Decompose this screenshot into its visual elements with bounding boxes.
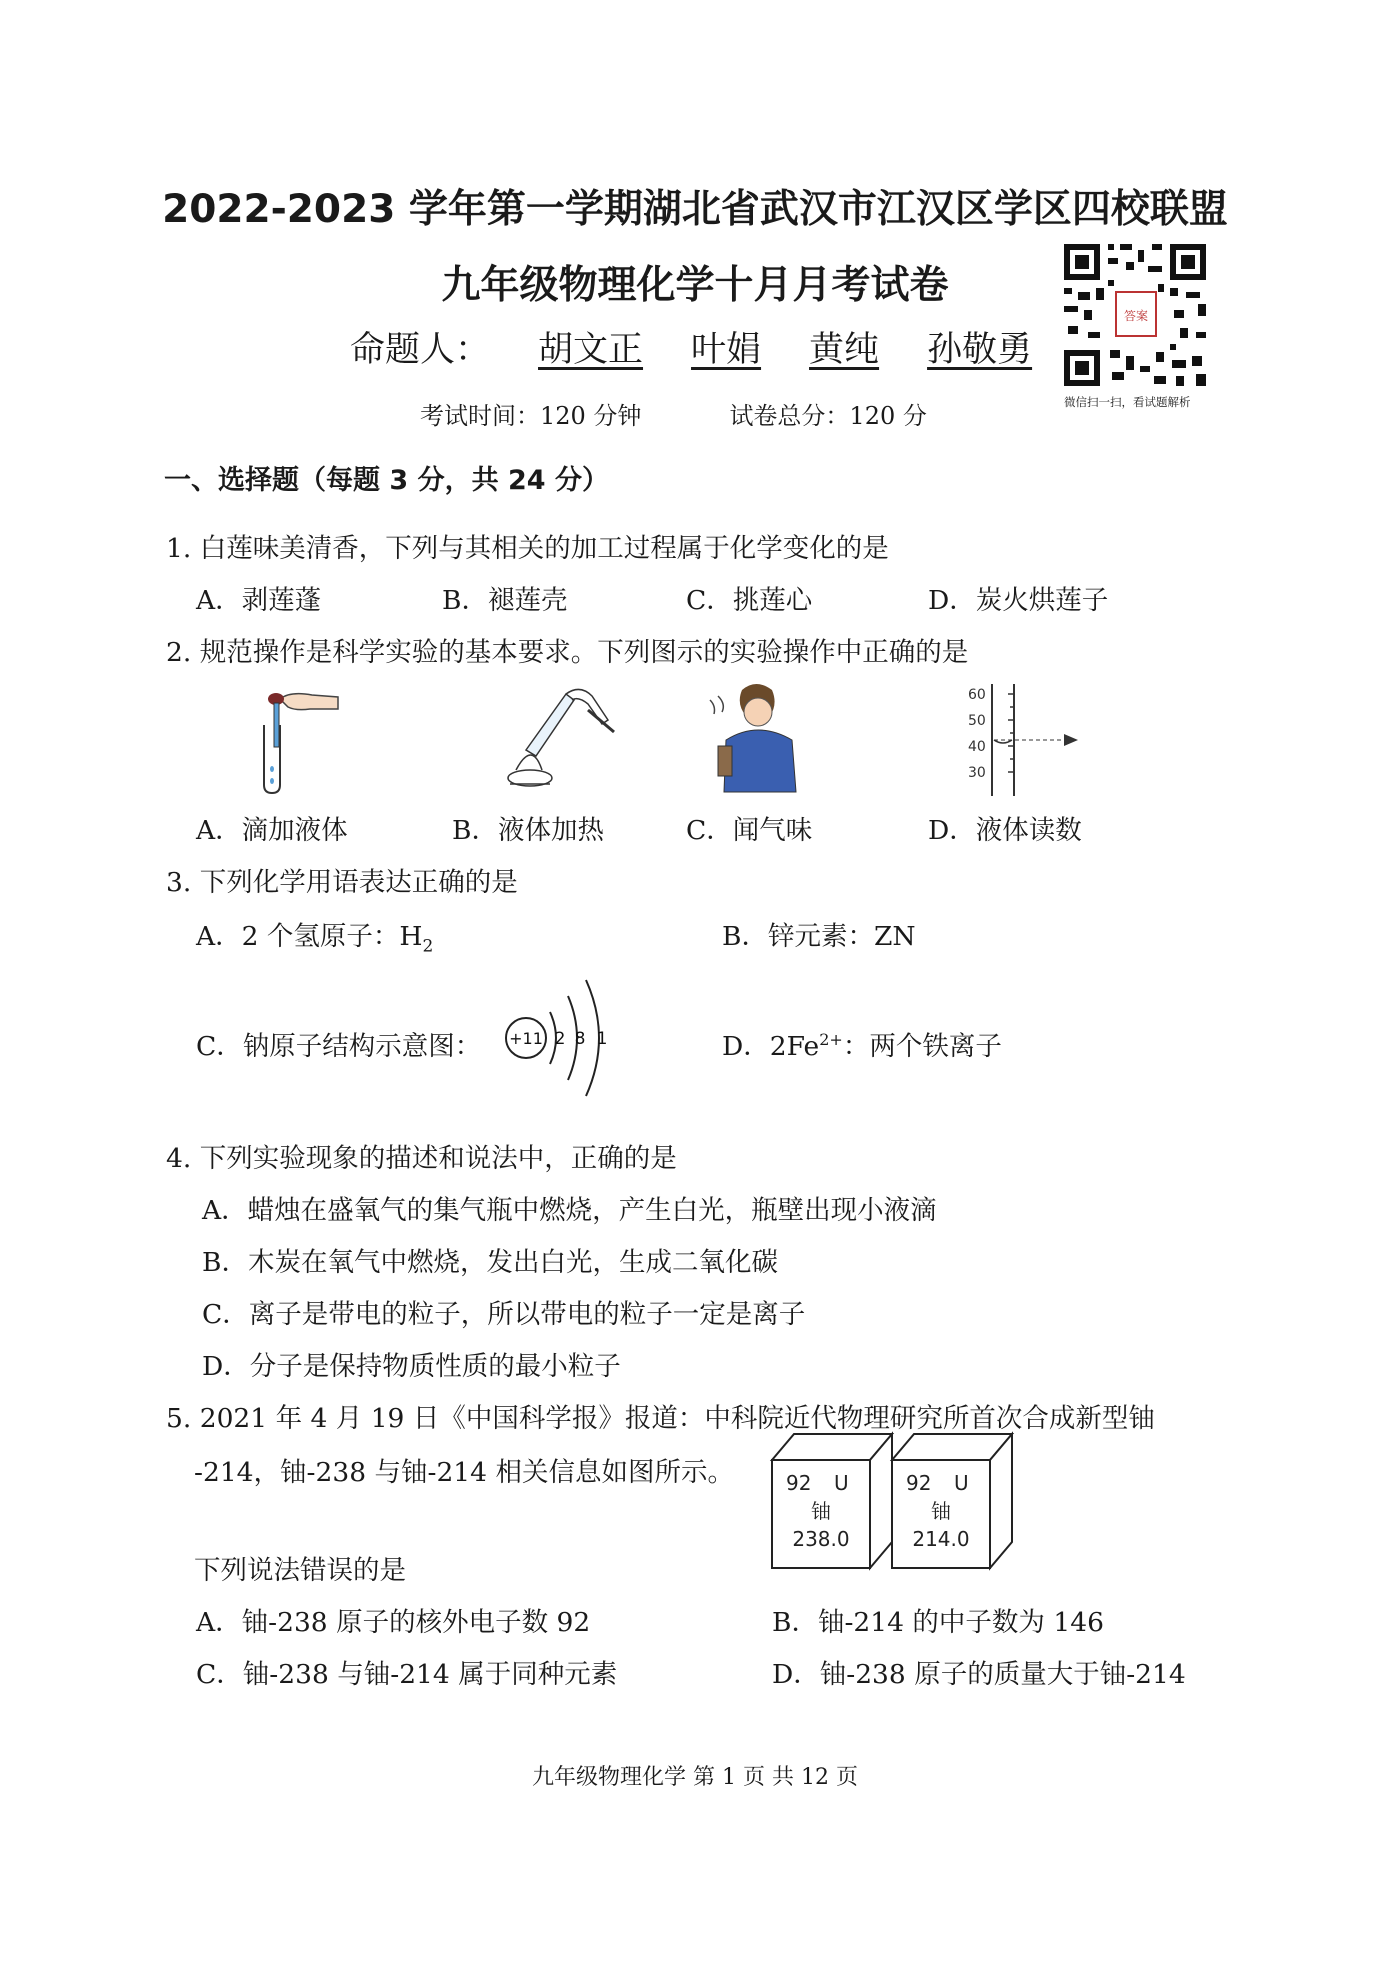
nucleus-charge: +11 — [509, 1029, 543, 1048]
q3-option-b: B．锌元素：ZN — [722, 921, 916, 952]
figure-smell-odor — [696, 680, 806, 795]
cylinder-tick: 50 — [968, 713, 986, 729]
question-1-stem: 1. 白莲味美清香，下列与其相关的加工过程属于化学变化的是 — [166, 533, 889, 564]
q3-option-a-text: A．2 个氢原子：H — [196, 921, 423, 952]
atomic-mass: 238.0 — [792, 1527, 850, 1551]
q3-option-a-subscript: 2 — [422, 936, 434, 957]
atomic-number: 92 — [906, 1471, 932, 1495]
page-footer: 九年级物理化学 第 1 页 共 12 页 — [532, 1765, 858, 1790]
question-5-stem-line1: 5. 2021 年 4 月 19 日《中国科学报》报道：中科院近代物理研究所首次合成新型铀 — [166, 1403, 1155, 1434]
uranium-element-cards — [768, 1430, 1018, 1575]
figure-drip-liquid — [250, 685, 340, 795]
q4-option-c: C．离子是带电的粒子，所以带电的粒子一定是离子 — [202, 1299, 806, 1330]
element-name: 铀 — [811, 1499, 831, 1523]
q5-option-c: C．铀-238 与铀-214 属于同种元素 — [196, 1659, 618, 1690]
section-heading: 一、选择题（每题 3 分，共 24 分） — [164, 465, 609, 496]
atomic-number: 92 — [786, 1471, 812, 1495]
q3-option-d — [722, 1024, 1002, 1063]
q3-option-d-superscript: 2+ — [819, 1030, 843, 1050]
shell-electrons: 8 — [574, 1029, 586, 1049]
atomic-mass: 214.0 — [912, 1527, 970, 1551]
cylinder-tick: 40 — [968, 739, 986, 755]
title-line-2: 九年级物理化学十月月考试卷 — [441, 263, 949, 308]
question-4-stem: 4. 下列实验现象的描述和说法中，正确的是 — [166, 1143, 677, 1174]
qr-stamp: 答案 — [1123, 309, 1149, 323]
figure-heat-liquid — [496, 680, 616, 795]
cylinder-tick: 60 — [968, 687, 986, 703]
figure-read-cylinder — [964, 680, 1084, 800]
authors-label: 命题人： — [350, 330, 491, 370]
q3-option-d-post: ：两个铁离子 — [842, 1031, 1002, 1062]
element-symbol: U — [834, 1471, 849, 1495]
q1-option-a: A．剥莲蓬 — [196, 585, 322, 616]
q4-option-a: A．蜡烛在盛氧气的集气瓶中燃烧，产生白光，瓶壁出现小液滴 — [202, 1195, 937, 1226]
element-symbol: U — [954, 1471, 969, 1495]
question-2-stem: 2. 规范操作是科学实验的基本要求。下列图示的实验操作中正确的是 — [166, 637, 969, 668]
q2-option-a: A．滴加液体 — [196, 815, 348, 846]
total-score: 试卷总分：120 分 — [729, 402, 927, 430]
q4-option-d: D．分子是保持物质性质的最小粒子 — [202, 1351, 621, 1382]
q3-option-d-pre: D．2Fe — [722, 1031, 820, 1062]
q5-option-b: B．铀-214 的中子数为 146 — [772, 1607, 1104, 1638]
q2-option-b: B．液体加热 — [452, 815, 604, 846]
sodium-atom-diagram — [502, 960, 622, 1110]
q4-option-b: B．木炭在氧气中燃烧，发出白光，生成二氧化碳 — [202, 1247, 778, 1278]
qr-caption-bottom: 微信扫一扫，看试题解析 — [1064, 395, 1191, 409]
author-name: 黄纯 — [809, 330, 880, 370]
q1-option-c: C．挑莲心 — [686, 585, 813, 616]
title-line-1: 2022-2023 学年第一学期湖北省武汉市江汉区学区四校联盟 — [162, 187, 1228, 232]
author-name: 胡文正 — [538, 330, 644, 370]
shell-electrons: 1 — [596, 1029, 608, 1049]
shell-electrons: 2 — [554, 1029, 566, 1049]
element-name: 铀 — [931, 1499, 951, 1523]
q2-option-d: D．液体读数 — [928, 815, 1082, 846]
q3-option-c: C．钠原子结构示意图： — [196, 1031, 482, 1062]
q2-option-c: C．闻气味 — [686, 815, 813, 846]
q1-option-b: B．褪莲壳 — [442, 585, 568, 616]
question-5-stem-line2: -214，铀-238 与铀-214 相关信息如图所示。 — [194, 1457, 734, 1488]
q5-option-d: D．铀-238 原子的质量大于铀-214 — [772, 1659, 1186, 1690]
q5-option-a: A．铀-238 原子的核外电子数 92 — [196, 1607, 591, 1638]
question-3-stem: 3. 下列化学用语表达正确的是 — [166, 867, 518, 898]
exam-info — [420, 396, 927, 431]
exam-time: 考试时间：120 分钟 — [420, 402, 642, 430]
q3-option-a — [196, 914, 433, 956]
authors-line — [350, 322, 1032, 372]
qr-code[interactable] — [1060, 240, 1210, 390]
question-5-stem-line3: 下列说法错误的是 — [194, 1555, 406, 1586]
author-name: 孙敬勇 — [927, 330, 1033, 370]
author-name: 叶娟 — [691, 330, 762, 370]
cylinder-tick: 30 — [968, 765, 986, 781]
q1-option-d: D．炭火烘莲子 — [928, 585, 1109, 616]
